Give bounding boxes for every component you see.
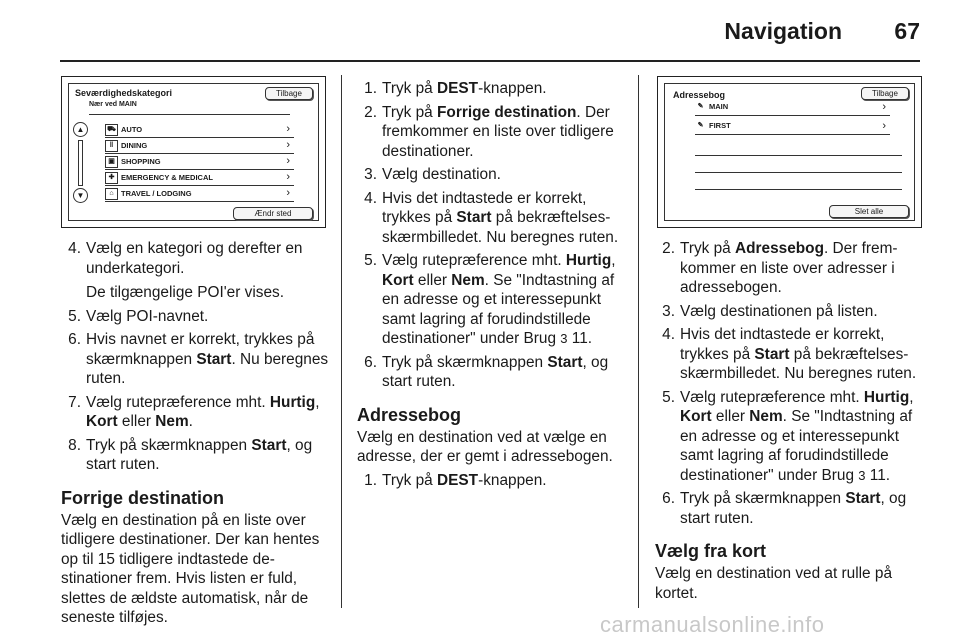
step-6: 6. Tryk på skærmknappen Start, og start ruten.: [357, 353, 627, 392]
step-3: 3. Vælg destinationen på listen.: [655, 302, 925, 322]
up-arrow-icon[interactable]: ▲: [73, 122, 88, 137]
poi-category-screen: [61, 76, 326, 228]
step-text: Tryk på DEST-knappen.: [382, 80, 547, 97]
shopping-bag-icon: ▣: [105, 156, 118, 168]
page-ref-arrow-icon: 3: [858, 467, 866, 483]
step-text: Tryk på Adressebog. Der fremkommer en liste over adresser i adressebogen.: [680, 240, 898, 296]
chevron-right-icon: ›: [882, 120, 886, 132]
step-6: 6. Hvis navnet er korrekt, trykkes på skærmknappen Start. Nu beregnes ruten.: [68, 331, 329, 387]
column-divider-2: [638, 75, 639, 608]
category-label: SHOPPING: [121, 156, 161, 166]
screen-frame: [68, 83, 319, 221]
hospital-icon: ✚: [105, 172, 118, 184]
step-text: Tryk på skærmknappen Start, og start ruten.: [680, 490, 907, 527]
cutlery-icon: ǁ: [105, 140, 118, 152]
step-5: 5. Vælg rutepræference mht. Hurtig, Kort eller Nem. Se "Indtastning af en adresse og et interessepunkt samt lagring af forudindstillede destinationer" under Brug 3 11.: [357, 251, 627, 349]
column-3: [655, 239, 925, 603]
step-text: Vælg rutepræference mht. Hurtig, Kort eller Nem.: [86, 393, 320, 430]
hotel-icon: ⌂: [105, 188, 118, 200]
back-button[interactable]: Tilbage: [265, 87, 313, 100]
step-text: Hvis det indtastede er korrekt, trykkes på Start på bekræftelsesskærmbilledet. Nu beregnes ruten.: [382, 189, 619, 246]
page-ref-arrow-icon: 3: [560, 331, 568, 346]
category-row-emergency[interactable]: [105, 172, 294, 186]
column-1: [61, 239, 329, 628]
screen-title: Seværdighedskategori: [75, 88, 173, 98]
empty-row-line: [695, 172, 902, 173]
address-book-screen: [657, 76, 922, 228]
chevron-right-icon: ›: [286, 171, 290, 183]
address-label: FIRST: [709, 121, 731, 130]
change-location-button[interactable]: Ændr sted: [233, 207, 313, 220]
screen-frame: [664, 83, 915, 221]
screen-title: Adressebog: [673, 90, 726, 100]
category-label: EMERGENCY & MEDICAL: [121, 172, 213, 182]
section-heading-address-book: Adressebog: [357, 404, 462, 425]
step-3: 3. Vælg destination.: [357, 165, 627, 185]
step-4: 4. Vælg en kategori og derefter en underkategori. De tilgængelige POI'er vises.: [61, 239, 329, 303]
address-label: MAIN: [709, 102, 729, 111]
step-text: Tryk på Forrige destination. Der fremkommer en liste over tidligere destinationer.: [382, 103, 614, 160]
step-text: Vælg rutepræference mht. Hurtig, Kort eller Nem. Se "Indtastning af en adresse og et interessepunkt samt lagring af forudindstillede destinationer" under Brug 3 11.: [382, 252, 616, 347]
chevron-right-icon: ›: [286, 139, 290, 151]
chevron-right-icon: ›: [286, 187, 290, 199]
step-text: Vælg rutepræference mht. Hurtig, Kort eller Nem. Se "Indtastning af en adresse og et interessepunkt samt lagring af forudindstillede destinationer" under Brug 3 11.: [680, 388, 914, 484]
pin-icon: ✎: [697, 122, 704, 130]
step-text: Vælg destination.: [382, 166, 501, 183]
page-number: 67: [894, 18, 920, 44]
step-text: Tryk på DEST-knappen.: [382, 471, 547, 489]
chevron-right-icon: ›: [286, 155, 290, 167]
step-4: 4. Hvis det indtastede er korrekt, trykkes på Start på bekræftelsesskærmbilledet. Nu beregnes ruten.: [357, 189, 627, 248]
step-1: 1. Tryk på DEST-knappen.: [357, 79, 627, 99]
section-paragraph: Vælg en destination ved at rulle på kortet.: [655, 565, 892, 602]
section-paragraph: Vælg en destination ved at vælge en adresse, der er gemt i adressebogen.: [357, 428, 613, 465]
empty-row-line: [695, 189, 902, 190]
category-label: DINING: [121, 140, 148, 150]
step-text: Hvis navnet er korrekt, trykkes på skærmknappen Start. Nu beregnes ruten.: [86, 331, 329, 387]
header-rule: [60, 60, 920, 62]
pin-icon: ✎: [697, 103, 704, 111]
category-row-travel[interactable]: [105, 188, 294, 202]
section-heading-previous-destination: Forrige destination: [61, 487, 225, 508]
step-text: Tryk på skærmknappen Start, og start ruten.: [382, 353, 609, 390]
category-label: AUTO: [121, 124, 143, 134]
step-6: 6. Tryk på skærmknappen Start, og start ruten.: [655, 489, 925, 528]
column-2: [357, 79, 627, 494]
step-text: Tryk på skærmknappen Start, og start ruten.: [86, 436, 313, 473]
step-text: Hvis det indtastede er korrekt, trykkes på Start på bekræftelsesskærmbilledet. Nu beregnes ruten.: [680, 326, 917, 382]
step-text: Vælg en kategori og derefter en underkategori.: [86, 240, 303, 277]
back-button[interactable]: Tilbage: [861, 87, 909, 100]
running-header-title: Navigation: [724, 18, 842, 44]
category-label: TRAVEL / LODGING: [121, 188, 192, 198]
address-row-main[interactable]: [695, 102, 890, 116]
down-arrow-icon[interactable]: ▼: [73, 188, 88, 203]
step-4: 4. Hvis det indtastede er korrekt, trykkes på Start på bekræftelsesskærmbilledet. Nu beregnes ruten.: [655, 325, 925, 384]
step-5: 5. Vælg rutepræference mht. Hurtig, Kort eller Nem. Se "Indtastning af en adresse og et interessepunkt samt lagring af forudindstillede destinationer" under Brug 3 11.: [655, 388, 925, 486]
category-row-auto[interactable]: [105, 124, 294, 138]
step-8: 8. Tryk på skærmknappen Start, og start ruten.: [61, 436, 329, 475]
step-7: 7. Vælg rutepræference mht. Hurtig, Kort eller Nem.: [61, 393, 329, 432]
step-text: Vælg destinationen på listen.: [680, 302, 878, 320]
category-row-shopping[interactable]: [105, 156, 294, 170]
section-paragraph: Vælg en destination på en liste over tidligere destinationer. Der kan hentes op til 15 tidligere indtastede destinationer frem. Hvis listen er fuld, slettes de ældste automatisk, når de seneste tilføjes.: [61, 511, 320, 626]
chevron-right-icon: ›: [882, 101, 886, 113]
step-2: 2. Tryk på Adressebog. Der fremkommer en liste over adresser i adressebogen.: [655, 239, 925, 298]
step-2: 2. Tryk på Forrige destination. Der fremkommer en liste over tidligere destinationer.: [357, 103, 627, 162]
car-icon: ⛟: [105, 124, 118, 136]
column-divider-1: [341, 75, 342, 608]
watermark: carmanualsonline.info: [600, 612, 825, 637]
step-5: 5. Vælg POI-navnet.: [61, 307, 329, 327]
step-1: 1. Tryk på DEST-knappen.: [357, 471, 627, 491]
delete-all-button[interactable]: Slet alle: [829, 205, 909, 218]
near-location-label: Nær ved MAIN: [89, 101, 137, 108]
address-row-first[interactable]: [695, 121, 890, 135]
scrollbar[interactable]: [78, 140, 83, 186]
near-location-field[interactable]: [89, 101, 290, 115]
empty-row-line: [695, 155, 902, 156]
step-subtext: De tilgængelige POI'er vises.: [86, 284, 284, 301]
section-heading-select-from-map: Vælg fra kort: [655, 541, 767, 561]
chevron-right-icon: ›: [286, 123, 290, 135]
category-row-dining[interactable]: [105, 140, 294, 154]
step-text: Vælg POI-navnet.: [86, 307, 209, 325]
